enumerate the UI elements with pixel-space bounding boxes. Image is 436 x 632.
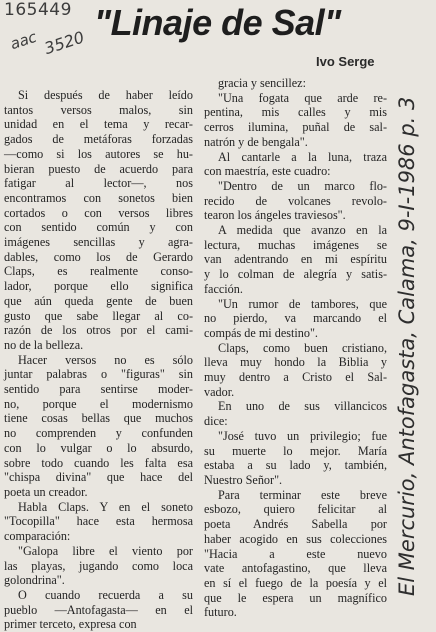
text-line: gados de metáforas forzadas: [4, 132, 193, 147]
text-line: "chispa divina" que hace del: [4, 470, 193, 485]
text-line: poeta un creador.: [4, 484, 88, 499]
text-line: esbozo, quiero felicitar al: [204, 502, 387, 517]
text-line: sentido para sentirse moder-: [4, 382, 193, 397]
text-line: —como si los autores se hu-: [4, 146, 193, 161]
text-line: futuro.: [204, 605, 237, 620]
paragraph: [4, 500, 193, 544]
text-line: primer terceto, expresa con: [4, 617, 137, 632]
text-line: natrón y de bengala".: [204, 134, 308, 149]
text-line: que aún queda gente de buen: [4, 293, 193, 308]
text-line: no pierdo, va marcando el: [204, 311, 387, 326]
text-line: en sí el fuego de la poesía y el: [204, 575, 387, 590]
text-line: dice:: [204, 414, 228, 429]
paragraph: [204, 429, 387, 488]
text-line: imágenes sencillas y agra-: [4, 235, 193, 250]
paragraph: [204, 179, 387, 223]
text-line: gracia y sencillez:: [218, 76, 306, 90]
text-line: "Una fogata que arde re-: [218, 90, 387, 105]
paragraph: [204, 150, 387, 179]
article-author: Ivo Serge: [316, 54, 375, 69]
text-line: su muerte lo mejor. María: [204, 443, 387, 458]
text-line: las playas, jugando como loca: [4, 558, 193, 573]
text-line: dables, como los de Gerardo: [4, 249, 193, 264]
paragraph: [204, 341, 387, 400]
text-line: Nuestro Señor".: [204, 472, 283, 487]
text-line: tantos versos malos, sin: [4, 102, 193, 117]
text-line: no, porque el modernismo: [4, 396, 193, 411]
text-line: Hacer versos no es sólo: [18, 352, 193, 367]
article-title: "Linaje de Sal": [94, 2, 341, 43]
handwritten-source-annotation: El Mercurio, Antofagasta, Calama, 9-I-1986 p. 3: [395, 96, 419, 596]
text-line: pueblo —Antofagasta— en el: [4, 602, 193, 617]
text-line: Para terminar este breve: [218, 487, 387, 502]
paragraph: [204, 91, 387, 150]
paragraph: [204, 399, 387, 428]
text-line: estaba a su lado y, también,: [204, 458, 387, 473]
text-line: recido de volcanes revolo-: [204, 193, 387, 208]
text-line: vate antofagastino, que lleva: [204, 561, 387, 576]
text-line: van adentrando en mi espíritu: [204, 252, 387, 267]
text-line: "Tocopilla" hace esta hermosa: [4, 514, 193, 529]
text-line: cerros ilumina, puñal de sal-: [204, 120, 387, 135]
text-line: razón de los otros por el cami-: [4, 323, 193, 338]
text-line: sobre todo cuando les falta esa: [4, 455, 193, 470]
text-line: muy dentro a Cristo el Sal-: [204, 370, 387, 385]
paragraph: [204, 76, 387, 91]
text-line: que le espera un magnífico: [204, 590, 387, 605]
paragraph: [4, 353, 193, 500]
text-line: O cuando recuerda a su: [18, 587, 193, 602]
handwritten-number-note: 3520: [42, 27, 87, 59]
text-line: "Galopa libre el viento por: [18, 543, 193, 558]
text-line: comparación:: [4, 529, 71, 544]
text-line: con lo vulgar o lo absurdo,: [4, 440, 193, 455]
text-line: tearon los ángeles traviesos".: [204, 208, 346, 223]
text-line: lleva muy hondo la Biblia y: [204, 355, 387, 370]
text-line: gusto que sabe llegar al co-: [4, 308, 193, 323]
text-line: "Un rumor de tambores, que: [218, 296, 387, 311]
text-line: Al cantarle a la luna, traza: [218, 149, 387, 164]
text-line: poeta Andrés Sabella por: [204, 517, 387, 532]
text-line: no de la belleza.: [4, 337, 84, 352]
text-line: "Hacia a este nuevo: [204, 546, 387, 561]
text-line: y lo colman de alegría y satis-: [204, 267, 387, 282]
text-line: haber acogido en sus colecciones: [204, 531, 387, 546]
text-line: cortados o con versos libres: [4, 205, 193, 220]
text-line: vador.: [204, 384, 235, 399]
text-line: "Dentro de un marco flo-: [218, 178, 387, 193]
text-line: unidad en el tema y recar-: [4, 117, 193, 132]
text-line: Si después de haber leído: [18, 88, 193, 102]
text-line: compás de mi destino".: [204, 325, 318, 340]
text-line: Habla Claps. Y en el soneto: [18, 499, 193, 514]
text-line: golondrina".: [4, 573, 65, 588]
text-line: En uno de sus villancicos: [218, 399, 387, 414]
text-line: fatigar al lector—, nos: [4, 176, 193, 191]
text-line: "José tuvo un privilegio; fue: [218, 428, 387, 443]
paragraph: [4, 88, 193, 353]
text-line: lador, porque ello significa: [4, 279, 193, 294]
text-line: facción.: [204, 281, 243, 296]
text-line: encontramos con sonetos bien: [4, 190, 193, 205]
text-line: pentina, mis calles y mis: [204, 105, 387, 120]
text-line: Claps, como buen cristiano,: [218, 340, 387, 355]
text-line: Claps, es realmente conso-: [4, 264, 193, 279]
paragraph: [4, 588, 193, 632]
text-line: no comprenden y confunden: [4, 426, 193, 441]
paragraph: [4, 544, 193, 588]
paragraph: [204, 297, 387, 341]
paragraph: [204, 488, 387, 620]
handwritten-aac-note: aac: [8, 27, 39, 54]
text-line: bieran puesto de acuerdo para: [4, 161, 193, 176]
paragraph: [204, 223, 387, 297]
text-line: con sentido común y con: [4, 220, 193, 235]
text-line: con maestría, este cuadro:: [204, 164, 331, 179]
handwritten-catalog-number: 165449: [4, 0, 72, 20]
text-line: A medida que avanzo en la: [218, 223, 387, 238]
text-line: tiene cosas bellas que muchos: [4, 411, 193, 426]
left-text-column: [4, 88, 193, 632]
right-text-column: [204, 76, 387, 620]
text-line: lectura, muchas imágenes se: [204, 237, 387, 252]
text-line: juntar palabras o "figuras" sin: [4, 367, 193, 382]
